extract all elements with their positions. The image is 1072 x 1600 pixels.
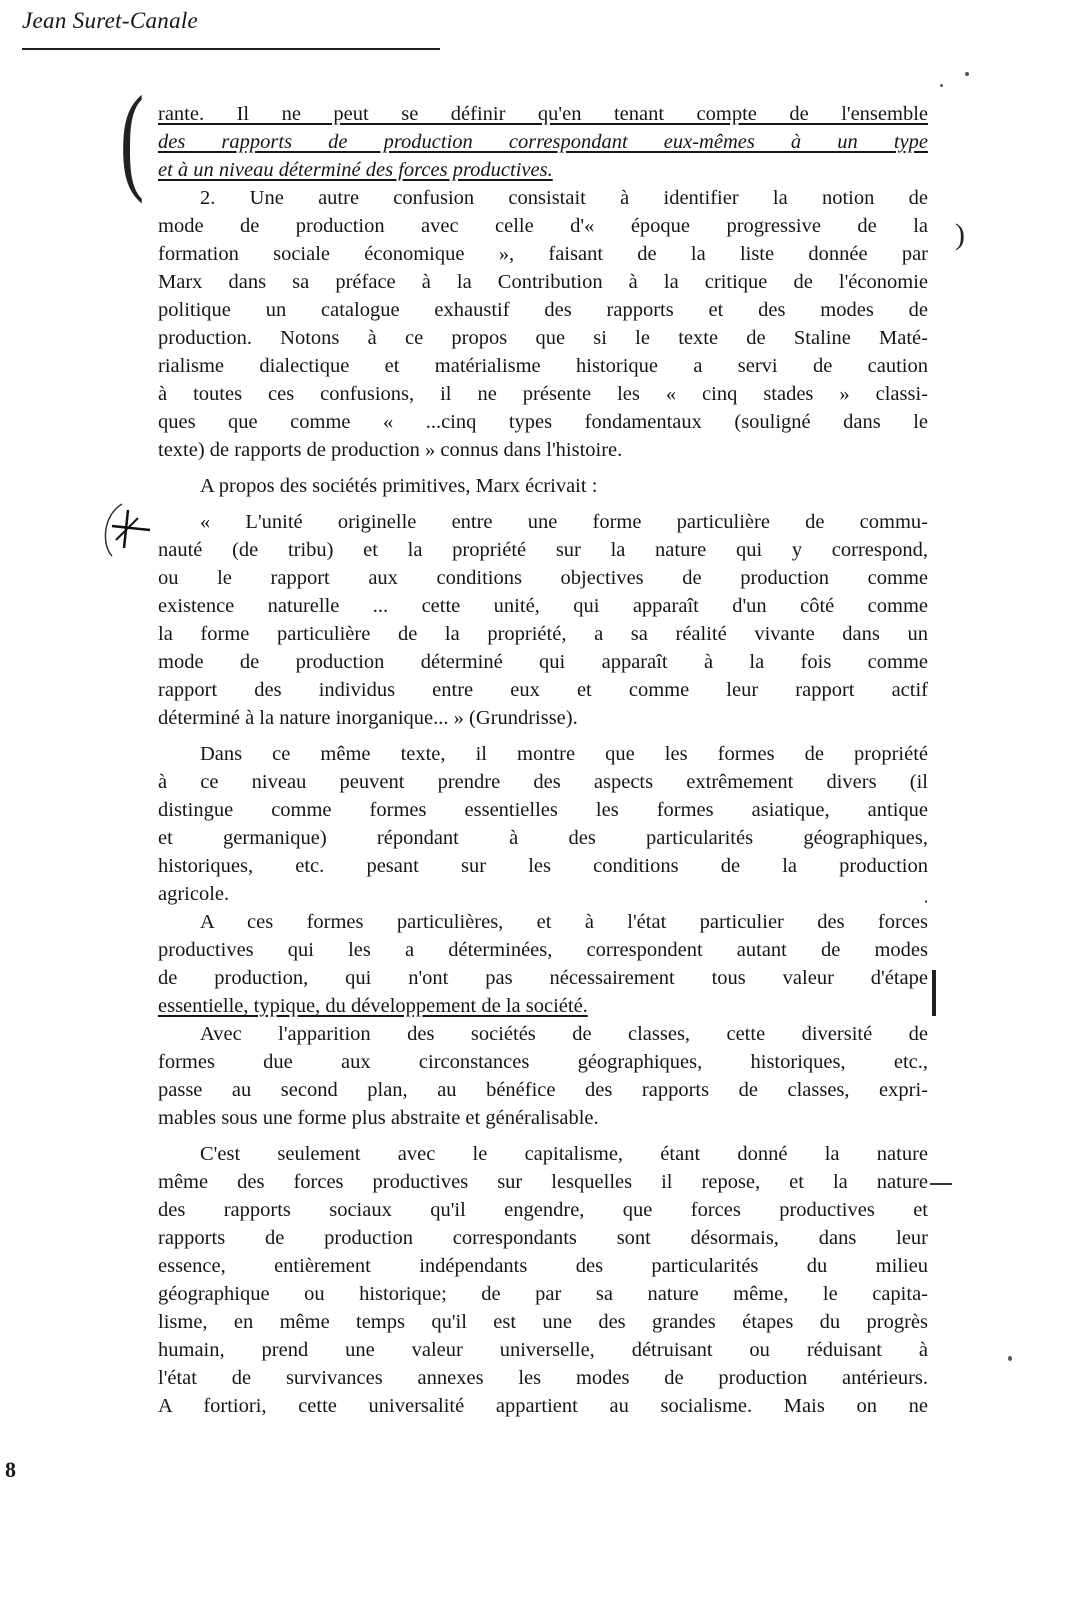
scan-speck (1008, 1356, 1012, 1361)
margin-dash-mark (930, 1183, 952, 1185)
scan-speck (940, 84, 943, 87)
text-line: politique un catalogue exhaustif des rapports et des modes de (158, 299, 928, 321)
text-line: A ces formes particulières, et à l'état particulier des forces (200, 911, 928, 933)
text-line: essence, entièrement indépendants des particularités du milieu (158, 1255, 928, 1277)
text-line: Marx dans sa préface à la Contribution à la critique de l'économie (158, 271, 928, 293)
text-line: rante. Il ne peut se définir qu'en tenant compte de l'ensemble (158, 103, 928, 125)
text-line: agricole. (158, 883, 230, 905)
text-line: mables sous une forme plus abstraite et généralisable. (158, 1107, 599, 1129)
text-line: existence naturelle ... cette unité, qui apparaît d'un côté comme (158, 595, 928, 617)
margin-bar-mark (932, 970, 936, 1016)
text-line: ques que comme « ...cinq types fondamentaux (souligné dans le (158, 411, 928, 433)
text-line: à toutes ces confusions, il ne présente les « cinq stades » classi- (158, 383, 928, 405)
text-line: mode de production déterminé qui apparaît à la fois comme (158, 651, 928, 673)
text-line: mode de production avec celle d'« époque progressive de la (158, 215, 928, 237)
text-line: et germanique) répondant à des particularités géographiques, (158, 827, 928, 849)
text-line: A propos des sociétés primitives, Marx écrivait : (200, 475, 598, 497)
text-line: A fortiori, cette universalité appartient au socialisme. Mais on ne (158, 1395, 928, 1417)
text-line: des rapports de production correspondant eux-mêmes à un type (158, 131, 928, 153)
text-line: des rapports sociaux qu'il engendre, que forces productives et (158, 1199, 928, 1221)
text-line: la forme particulière de la propriété, a sa réalité vivante dans un (158, 623, 928, 645)
text-line: « L'unité originelle entre une forme particulière de commu- (200, 511, 928, 533)
text-line: essentielle, typique, du développement de la société. (158, 995, 588, 1017)
text-line: formation sociale économique », faisant de la liste donnée par (158, 243, 928, 265)
text-line: historiques, etc. pesant sur les conditions de la production (158, 855, 928, 877)
text-line: l'état de survivances annexes les modes de production antérieurs. (158, 1367, 928, 1389)
scan-speck (965, 72, 969, 76)
margin-bracket-right: ) (955, 218, 965, 251)
text-line: 2. Une autre confusion consistait à identifier la notion de (200, 187, 928, 209)
text-line: C'est seulement avec le capitalisme, étant donné la nature (200, 1143, 928, 1165)
text-line: lisme, en même temps qu'il est une des grandes étapes du progrès (158, 1311, 928, 1333)
text-line: nauté (de tribu) et la propriété sur la nature qui y correspond, (158, 539, 928, 561)
text-line: rialisme dialectique et matérialisme historique a servi de caution (158, 355, 928, 377)
paragraph-gap (158, 500, 928, 508)
body-text (158, 100, 928, 1420)
text-line: production. Notons à ce propos que si le texte de Staline Maté- (158, 327, 928, 349)
paragraph-gap (158, 1132, 928, 1140)
running-head: Jean Suret-Canale (22, 8, 199, 33)
text-line: ou le rapport aux conditions objectives de production comme (158, 567, 928, 589)
text-line: et à un niveau déterminé des forces productives. (158, 159, 553, 181)
text-line: rapport des individus entre eux et comme leur rapport actif (158, 679, 928, 701)
text-line: même des forces productives sur lesquelles il repose, et la nature (158, 1171, 928, 1193)
text-line: déterminé à la nature inorganique... » (Grundrisse). (158, 707, 578, 729)
paragraph-gap (158, 464, 928, 472)
text-line: Dans ce même texte, il montre que les formes de propriété (200, 743, 928, 765)
text-line: à ce niveau peuvent prendre des aspects extrêmement divers (il (158, 771, 928, 793)
header-rule (22, 48, 440, 50)
text-line: distingue comme formes essentielles les formes asiatique, antique (158, 799, 928, 821)
text-line: géographique ou historique; de par sa nature même, le capita- (158, 1283, 928, 1305)
text-line: formes due aux circonstances géographiques, historiques, etc., (158, 1051, 928, 1073)
margin-bracket-left: ( (119, 71, 144, 204)
page-number: 8 (5, 1457, 16, 1482)
text-line: Avec l'apparition des sociétés de classes, cette diversité de (200, 1023, 928, 1045)
text-line: de production, qui n'ont pas nécessairement tous valeur d'étape (158, 967, 928, 989)
paragraph-gap (158, 732, 928, 740)
text-line: rapports de production correspondants sont désormais, dans leur (158, 1227, 928, 1249)
text-line: texte) de rapports de production » connus dans l'histoire. (158, 439, 623, 461)
text-line: productives qui les a déterminées, correspondent autant de modes (158, 939, 928, 961)
text-line: humain, prend une valeur universelle, détruisant ou réduisant à (158, 1339, 928, 1361)
text-line: passe au second plan, au bénéfice des rapports de classes, expri- (158, 1079, 928, 1101)
